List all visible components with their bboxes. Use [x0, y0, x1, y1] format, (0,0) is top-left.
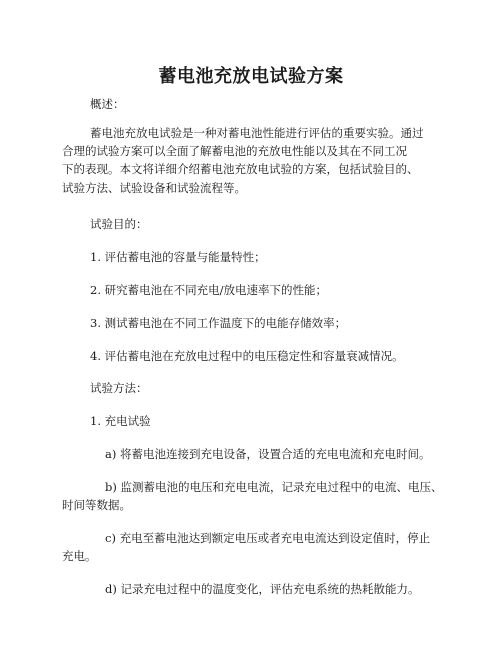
overview-line: 下的表现。本文将详细介绍蓄电池充放电试验的方案，包括试验目的、: [62, 162, 419, 176]
step-c-line1: c) 充电至蓄电池达到额定电压或者充电电流达到设定值时，停止: [105, 531, 431, 545]
step-c-line2: 充电。: [62, 549, 97, 563]
purpose-item: 4. 评估蓄电池在充放电过程中的电压稳定性和容量衰减情况。: [90, 349, 404, 363]
overview-line: 蓄电池充放电试验是一种对蓄电池性能进行评估的重要实验。通过: [90, 126, 424, 140]
overview-line: 试验方法、试验设备和试验流程等。: [62, 181, 246, 195]
step-a: a) 将蓄电池连接到充电设备，设置合适的充电电流和充电时间。: [105, 447, 431, 461]
purpose-item: 3. 测试蓄电池在不同工作温度下的电能存储效率；: [90, 316, 347, 330]
step-d: d) 记录充电过程中的温度变化，评估充电系统的热耗散能力。: [105, 582, 420, 596]
purpose-item: 1. 评估蓄电池的容量与能量特性；: [90, 250, 266, 264]
method-item-title: 1. 充电试验: [90, 414, 151, 428]
page-title: 蓄电池充放电试验方案: [158, 66, 344, 87]
overview-heading: 概述：: [90, 97, 125, 111]
purpose-item: 2. 研究蓄电池在不同充电/放电速率下的性能；: [90, 283, 327, 297]
step-b-line1: b) 监测蓄电池的电压和充电电流，记录充电过程中的电流、电压、: [105, 480, 443, 494]
step-b-line2: 时间等数据。: [62, 498, 131, 512]
purpose-heading: 试验目的：: [90, 217, 148, 231]
overview-line: 合理的试验方案可以全面了解蓄电池的充放电性能以及其在不同工况: [62, 144, 407, 158]
method-heading: 试验方法：: [90, 381, 148, 395]
